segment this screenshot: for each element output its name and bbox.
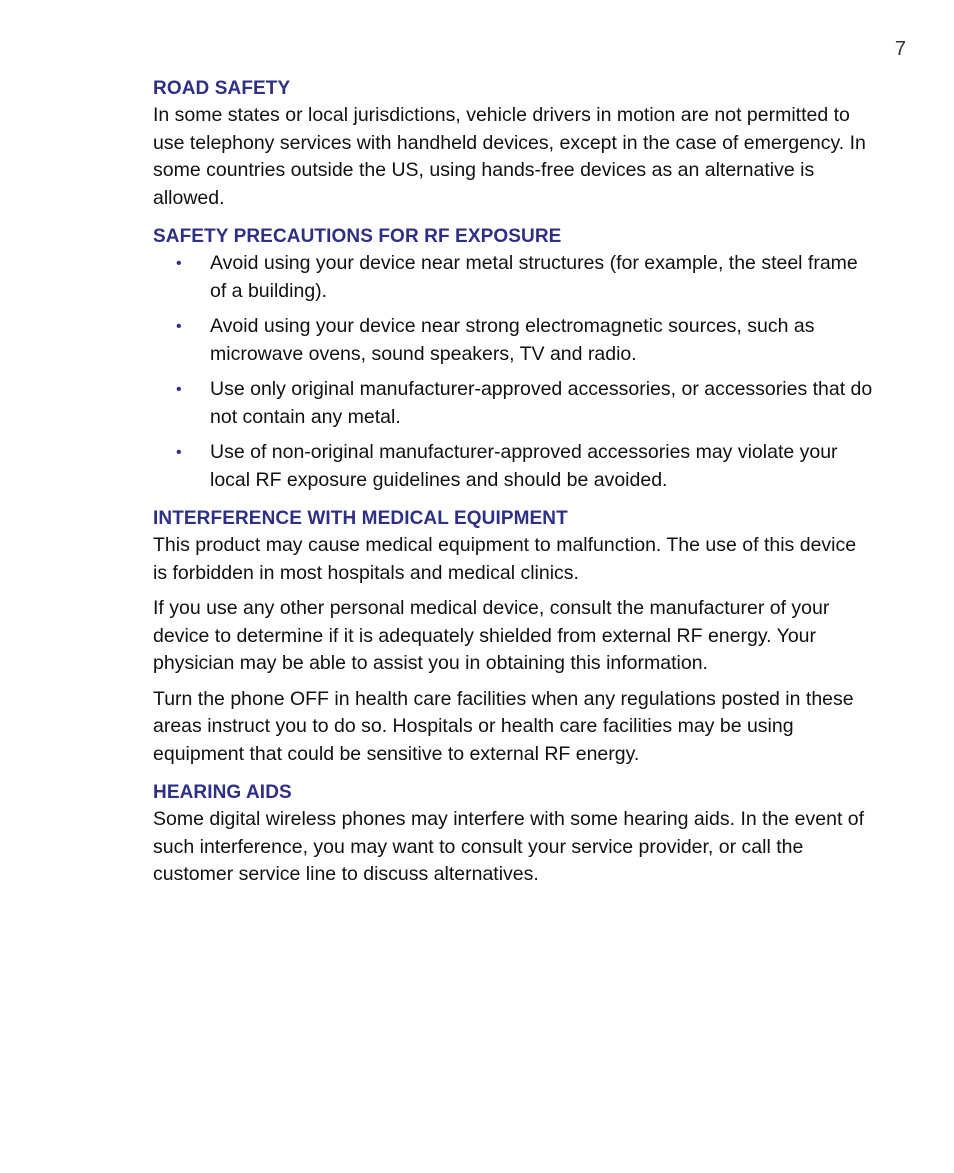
- list-item-text: Use only original manufacturer-approved accessories, or accessories that do not contain any metal.: [210, 378, 873, 428]
- section-medical-equipment: [153, 506, 873, 768]
- bullet-icon: •: [176, 381, 182, 398]
- section-hearing-aids: [153, 780, 873, 889]
- section-title: ROAD SAFETY: [153, 78, 291, 99]
- bullet-icon: •: [176, 444, 182, 461]
- list-item: [153, 250, 873, 305]
- list-item-text: Avoid using your device near strong electromagnetic sources, such as microwave ovens, sound speakers, TV and radio.: [210, 315, 815, 365]
- section-rf-exposure: [153, 224, 873, 494]
- paragraph: In some states or local jurisdictions, vehicle drivers in motion are not permitted to use telephony services with handheld devices, except in the case of emergency. In some countries outside the US, using hands-free devices as an alternative is allowed.: [153, 104, 866, 209]
- list-item-text: Avoid using your device near metal structures (for example, the steel frame of a building).: [210, 252, 858, 302]
- section-road-safety: [153, 76, 873, 212]
- section-title: HEARING AIDS: [153, 782, 292, 803]
- bullet-icon: •: [176, 318, 182, 335]
- paragraph: Some digital wireless phones may interfere with some hearing aids. In the event of such interference, you may want to consult your service provider, or call the customer service line to discuss alternatives.: [153, 808, 865, 885]
- paragraph: If you use any other personal medical device, consult the manufacturer of your device to determine if it is adequately shielded from external RF energy. Your physician may be able to assist you in obtaining this information.: [153, 597, 830, 674]
- list-item: [153, 376, 873, 431]
- bullet-icon: •: [176, 255, 182, 272]
- page-number: 7: [894, 38, 906, 60]
- bullet-list: [153, 250, 873, 494]
- list-item: [153, 313, 873, 368]
- paragraph: Turn the phone OFF in health care facilities when any regulations posted in these areas instruct you to do so. Hospitals or health care facilities may be using equipment that could be sensitive to external RF energy.: [153, 687, 854, 765]
- list-item: [153, 439, 873, 494]
- paragraph: This product may cause medical equipment to malfunction. The use of this device is forbidden in most hospitals and medical clinics.: [153, 534, 857, 584]
- list-item-text: Use of non-original manufacturer-approved accessories may violate your local RF exposure guidelines and should be avoided.: [210, 441, 838, 491]
- section-title: SAFETY PRECAUTIONS FOR RF EXPOSURE: [153, 226, 562, 247]
- document-body: [153, 76, 873, 901]
- section-title: INTERFERENCE WITH MEDICAL EQUIPMENT: [153, 508, 568, 529]
